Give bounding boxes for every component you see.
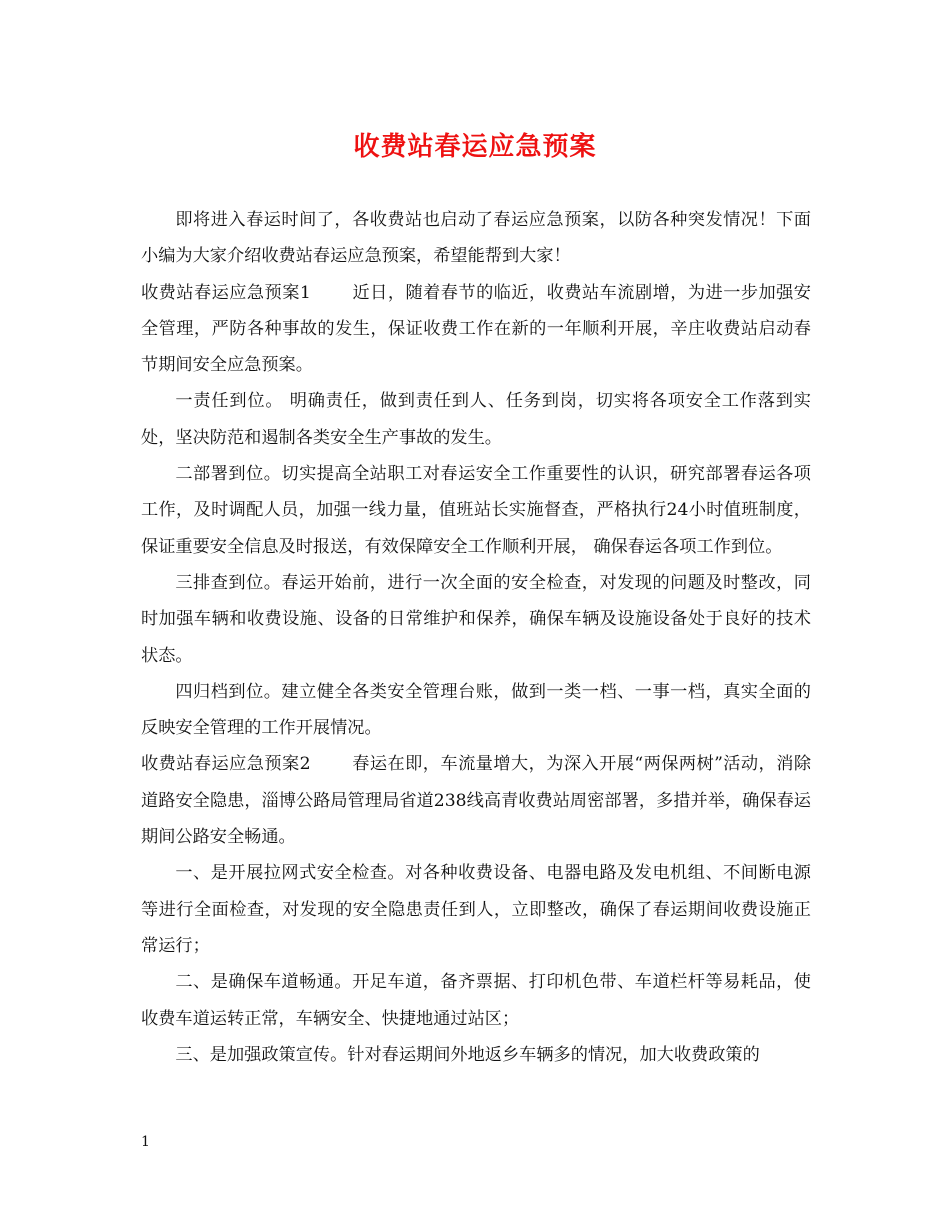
plan1-item-2: 二部署到位。切实提高全站职工对春运安全工作重要性的认识，研究部署春运各项工作，及时调配人员，加强一线力量，值班站长实施督查，严格执行24小时值班制度，保证重要安全信息及时报送，有效保障安全工作顺利开展， 确保春运各项工作到位。 (141, 464, 811, 557)
plan2-text: 春运在即，车流量增大，为深入开展“两保两树”活动，消除道路安全隐患，淄博公路局管理局省道238线高青收费站周密部署，多措并举，确保春运期间公路安全畅通。 (141, 754, 812, 848)
plan2-item-1: 一、是开展拉网式安全检查。对各种收费设备、电器电路及发电机组、不间断电源等进行全面检查，对发现的安全隐患责任到人，立即整改，确保了春运期间收费设施正常运行； (141, 863, 811, 956)
plan1-heading: 收费站春运应急预案1 (141, 282, 311, 303)
plan1-item-4: 四归档到位。建立健全各类安全管理台账，做到一类一档、一事一档，真实全面的反映安全管理的工作开展情况。 (141, 681, 811, 739)
plan1-item-1: 一责任到位。 明确责任，做到责任到人、任务到岗，切实将各项安全工作落到实处，坚决防范和遏制各类安全生产事故的发生。 (141, 391, 811, 448)
document-title: 收费站春运应急预案 (353, 132, 597, 162)
plan2-paragraph (141, 746, 811, 855)
page-number: 1 (141, 1134, 150, 1150)
plan2-heading: 收费站春运应急预案2 (141, 754, 311, 775)
plan2-item-3: 三、是加强政策宣传。针对春运期间外地返乡车辆多的情况，加大收费政策的 (175, 1044, 760, 1065)
plan2-item-2: 二、是确保车道畅通。开足车道，备齐票据、打印机色带、车道栏杆等易耗品，使收费车道运转正常，车辆安全、快捷地通过站区； (141, 972, 811, 1029)
document-body (141, 202, 811, 1073)
plan1-text: 近日，随着春节的临近，收费站车流剧增，为进一步加强安全管理，严防各种事故的发生，保证收费工作在新的一年顺利开展，辛庄收费站启动春节期间安全应急预案。 (141, 282, 811, 376)
intro-paragraph: 即将进入春运时间了，各收费站也启动了春运应急预案，以防各种突发情况！下面小编为大家介绍收费站春运应急预案，希望能帮到大家！ (141, 210, 811, 267)
plan1-paragraph (141, 275, 811, 384)
plan1-item-3: 三排查到位。春运开始前，进行一次全面的安全检查，对发现的问题及时整改，同时加强车辆和收费设施、设备的日常维护和保养，确保车辆及设施设备处于良好的技术状态。 (141, 572, 811, 666)
